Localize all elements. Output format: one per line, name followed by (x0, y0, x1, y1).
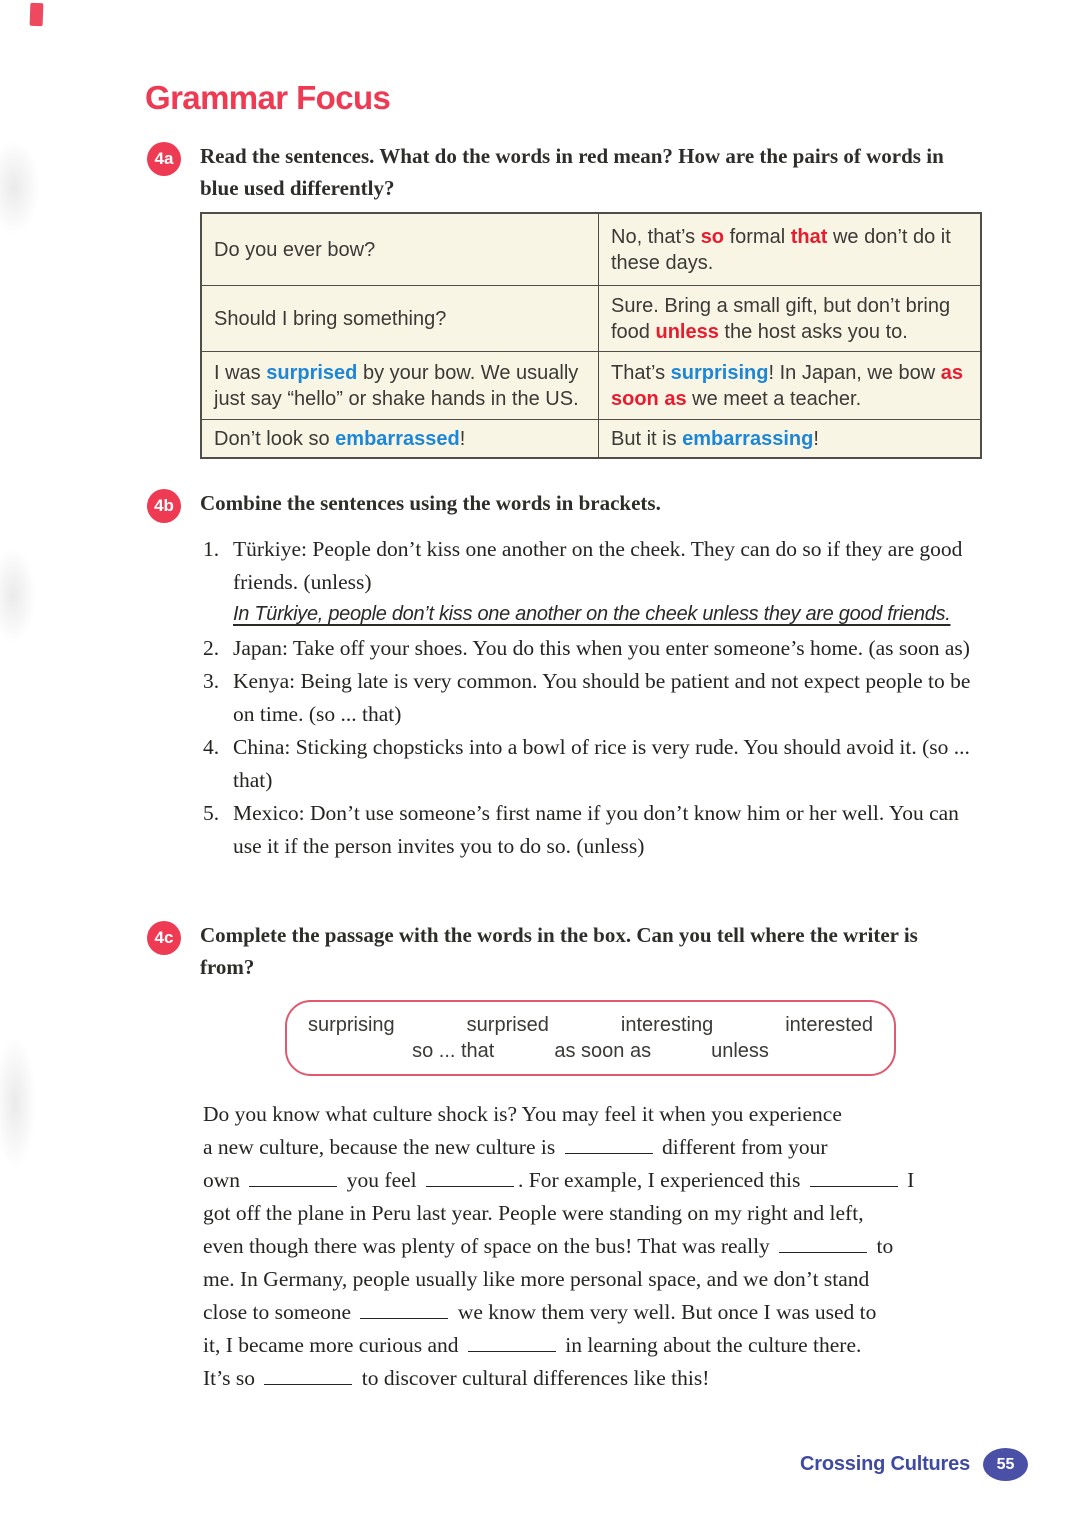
blank-line (360, 1300, 448, 1319)
scan-smudge (0, 1035, 36, 1170)
section-4a (147, 140, 948, 204)
item-text: Türkiye: People don’t kiss one another on the cheek. They can do so if they are good friends. (unless) (233, 537, 963, 594)
scan-smudge (0, 140, 40, 235)
page-number-badge: 55 (983, 1448, 1028, 1481)
handwritten-answer: In Türkiye, people don’t kiss one another on the cheek unless they are good friends. (233, 603, 951, 625)
page-title: Grammar Focus (145, 79, 391, 117)
blank-line (565, 1135, 653, 1154)
list-item (203, 731, 971, 797)
passage-line: got off the plane in Peru last year. People were standing on my right and left, (203, 1201, 864, 1225)
example-sentence-table (200, 212, 982, 459)
section-4b (147, 487, 1000, 523)
word-box-word: so ... that (412, 1039, 495, 1062)
passage-line: Do you know what culture shock is? You may feel it when you experience (203, 1102, 842, 1126)
page-footer (800, 1448, 1028, 1481)
task-4c-heading: Complete the passage with the words in the box. Can you tell where the writer is from? (200, 923, 918, 979)
item-number: 3. (203, 669, 220, 693)
blank-line (264, 1366, 352, 1385)
passage-line: close to someone we know them very well. But once I was used to (203, 1300, 877, 1324)
section-4c (147, 919, 942, 983)
passage-line: it, I became more curious and in learning about the culture there. (203, 1333, 862, 1357)
item-text: Kenya: Being late is very common. You should be patient and not expect people to be on time. (so ... that) (233, 669, 971, 726)
table-cell-answer: No, that’s so formal that we don’t do it these days. (598, 214, 980, 285)
item-number: 5. (203, 801, 220, 825)
passage-line: It’s so to discover cultural differences like this! (203, 1366, 710, 1390)
table-cell-question: Should I bring something? (202, 285, 598, 351)
blank-line (426, 1168, 514, 1187)
blank-line (468, 1333, 556, 1352)
table-cell-question: I was surprised by your bow. We usually just say “hello” or shake hands in the US. (202, 351, 598, 419)
list-item (203, 533, 971, 632)
scan-artifact-red (30, 3, 44, 26)
passage-line: own you feel . For example, I experienced this I (203, 1168, 915, 1192)
table-cell-answer: But it is embarrassing! (598, 419, 980, 457)
task-4a-heading: Read the sentences. What do the words in red mean? How are the pairs of words in blue used differently? (200, 144, 944, 200)
word-box-word: surprised (466, 1013, 549, 1036)
word-box-word: as soon as (554, 1039, 652, 1062)
item-number: 2. (203, 636, 220, 660)
list-item (203, 797, 971, 863)
blank-line (810, 1168, 898, 1187)
list-item (203, 632, 971, 665)
table-cell-answer: Sure. Bring a small gift, but don’t bring food unless the host asks you to. (598, 285, 980, 351)
word-box (285, 1000, 896, 1076)
task-badge-4a: 4a (147, 142, 181, 176)
blank-line (249, 1168, 337, 1187)
item-text: Japan: Take off your shoes. You do this when you enter someone’s home. (as soon as) (233, 636, 970, 660)
table-cell-question: Don’t look so embarrassed! (202, 419, 598, 457)
exercise-item-list (203, 533, 971, 863)
unit-title: Crossing Cultures (800, 1453, 970, 1475)
word-box-word: surprising (307, 1013, 395, 1036)
passage-line: even though there was plenty of space on the bus! That was really to (203, 1234, 894, 1258)
table-cell-answer: That’s surprising! In Japan, we bow as soon as we meet a teacher. (598, 351, 980, 419)
word-box-word: interested (785, 1013, 874, 1036)
scan-smudge (0, 548, 36, 643)
word-box-word: unless (711, 1039, 769, 1062)
passage-line: me. In Germany, people usually like more personal space, and we don’t stand (203, 1267, 870, 1291)
task-badge-4b: 4b (147, 489, 181, 523)
list-item (203, 665, 971, 731)
item-number: 4. (203, 735, 220, 759)
blank-line (779, 1234, 867, 1253)
table-cell-question: Do you ever bow? (214, 238, 376, 261)
gap-fill-passage (203, 1098, 914, 1395)
task-4b-heading: Combine the sentences using the words in brackets. (200, 491, 661, 515)
item-number: 1. (203, 537, 220, 561)
task-badge-4c: 4c (147, 921, 181, 955)
word-box-word: interesting (620, 1013, 714, 1036)
passage-line: a new culture, because the new culture is different from your (203, 1135, 828, 1159)
item-text: Mexico: Don’t use someone’s first name if you don’t know him or her well. You can use it if the person invites you to do so. (unless) (233, 801, 959, 858)
item-text: China: Sticking chopsticks into a bowl of rice is very rude. You should avoid it. (so ... that) (233, 735, 970, 792)
